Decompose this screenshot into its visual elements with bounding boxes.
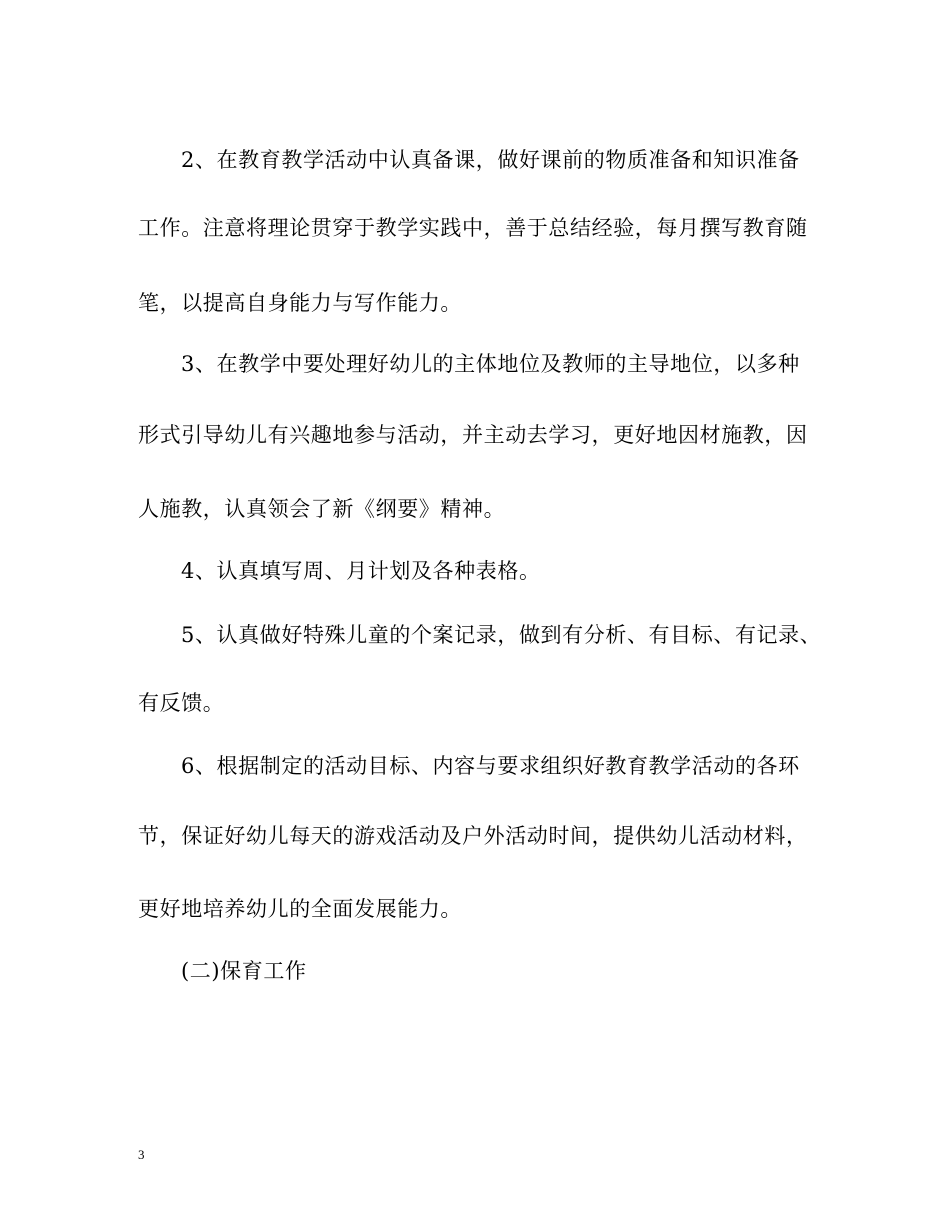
paragraph-line: 2、在教育教学活动中认真备课，做好课前的物质准备和知识准备 — [181, 148, 800, 172]
paragraph-line: 工作。注意将理论贯穿于教学实践中，善于总结经验，每月撰写教育随 — [138, 216, 808, 240]
section-heading: (二)保育工作 — [181, 959, 307, 983]
page-number: 3 — [138, 1147, 145, 1162]
paragraph-line: 4、认真填写周、月计划及各种表格。 — [181, 559, 541, 583]
paragraph-line: 3、在教学中要处理好幼儿的主体地位及教师的主导地位，以多种 — [181, 352, 800, 376]
paragraph-line: 6、根据制定的活动目标、内容与要求组织好教育教学活动的各环 — [181, 754, 800, 778]
paragraph-line: 笔，以提高自身能力与写作能力。 — [138, 291, 462, 315]
paragraph-line: 有反馈。 — [138, 691, 225, 715]
paragraph-line: 人施教，认真领会了新《纲要》精神。 — [138, 497, 506, 521]
paragraph-line: 5、认真做好特殊儿童的个案记录，做到有分析、有目标、有记录、 — [181, 623, 822, 647]
paragraph-line: 节，保证好幼儿每天的游戏活动及户外活动时间，提供幼儿活动材料， — [138, 824, 808, 848]
paragraph-line: 更好地培养幼儿的全面发展能力。 — [138, 897, 462, 921]
paragraph-line: 形式引导幼儿有兴趣地参与活动，并主动去学习，更好地因材施教，因 — [138, 423, 808, 447]
